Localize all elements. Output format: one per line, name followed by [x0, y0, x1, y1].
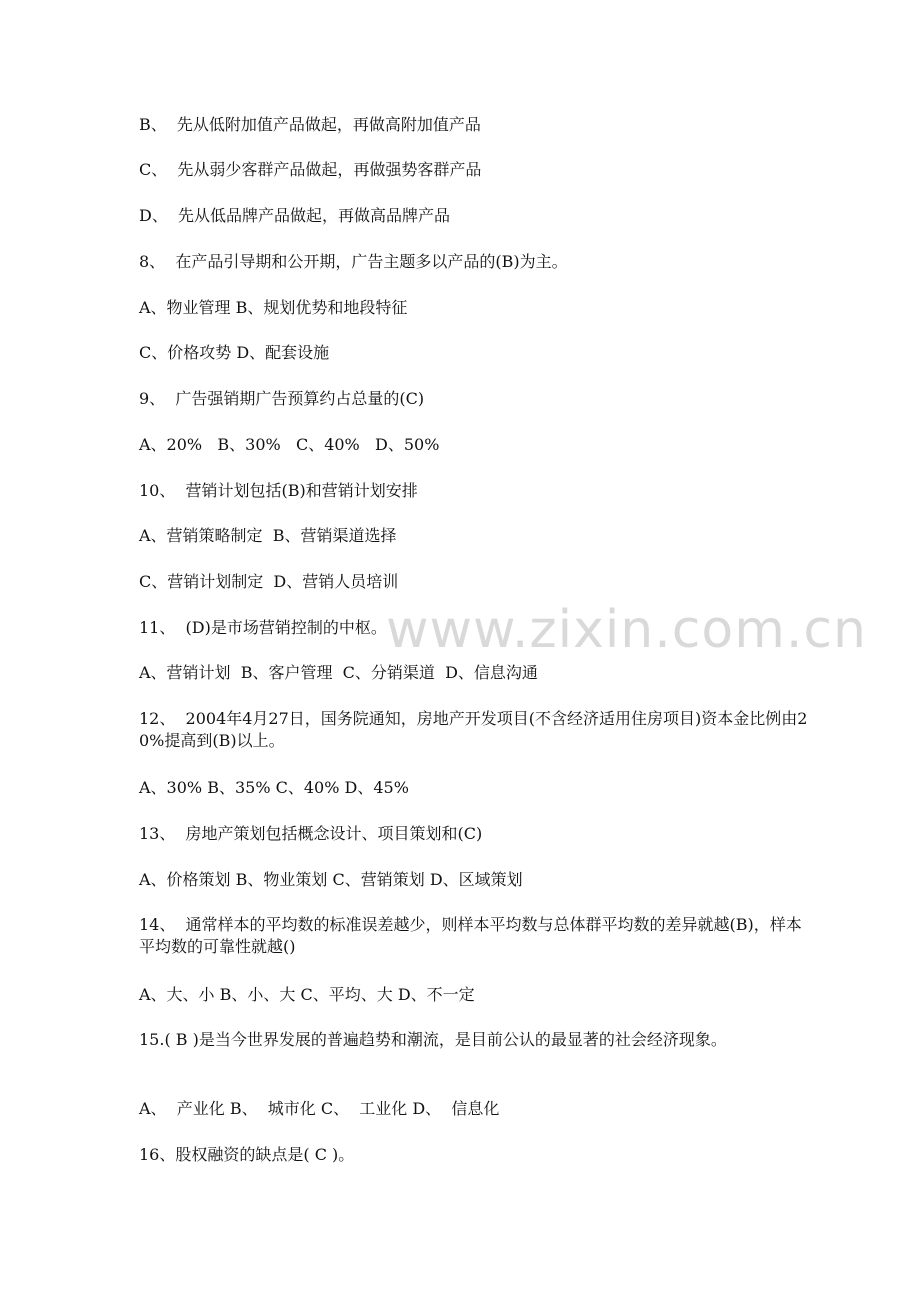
option-line: C、 先从弱少客群产品做起，再做强势客群产品	[139, 160, 482, 179]
option-line: A、大、小 B、小、大 C、平均、大 D、不一定	[139, 985, 475, 1004]
option-line: B、 先从低附加值产品做起，再做高附加值产品	[139, 115, 481, 134]
option-line: D、 先从低品牌产品做起，再做高品牌产品	[139, 206, 451, 225]
option-line: A、营销策略制定 B、营销渠道选择	[139, 526, 397, 545]
option-line: A、 产业化 B、 城市化 C、 工业化 D、 信息化	[139, 1099, 500, 1118]
question-line: 12、 2004年4月27日，国务院通知，房地产开发项目(不含经济适用住房项目)资本金比例由20%提高到(B)以上。	[139, 709, 808, 750]
question-line: 14、 通常样本的平均数的标准误差越少，则样本平均数与总体群平均数的差异就越(B)，样本平均数的可靠性就越()	[139, 915, 802, 956]
question-line: 16、股权融资的缺点是( C )。	[139, 1145, 355, 1164]
option-line: A、30% B、35% C、40% D、45%	[139, 778, 409, 797]
question-line: 9、 广告强销期广告预算约占总量的(C)	[139, 389, 425, 408]
option-line: A、营销计划 B、客户管理 C、分销渠道 D、信息沟通	[139, 663, 538, 682]
option-line: A、价格策划 B、物业策划 C、营销策划 D、区域策划	[139, 870, 523, 889]
option-line: A、20% B、30% C、40% D、50%	[139, 435, 440, 454]
option-line: C、营销计划制定 D、营销人员培训	[139, 572, 399, 591]
question-line: 8、 在产品引导期和公开期，广告主题多以产品的(B)为主。	[139, 252, 568, 271]
option-line: A、物业管理 B、规划优势和地段特征	[139, 298, 408, 317]
question-line: 11、 (D)是市场营销控制的中枢。	[139, 618, 387, 637]
question-line: 15.( B )是当今世界发展的普遍趋势和潮流，是目前公认的最显著的社会经济现象。	[139, 1030, 727, 1049]
watermark: www.zixin.com.cn	[386, 600, 867, 660]
question-line: 13、 房地产策划包括概念设计、项目策划和(C)	[139, 824, 483, 843]
option-line: C、价格攻势 D、配套设施	[139, 343, 330, 362]
question-line: 10、 营销计划包括(B)和营销计划安排	[139, 481, 418, 500]
